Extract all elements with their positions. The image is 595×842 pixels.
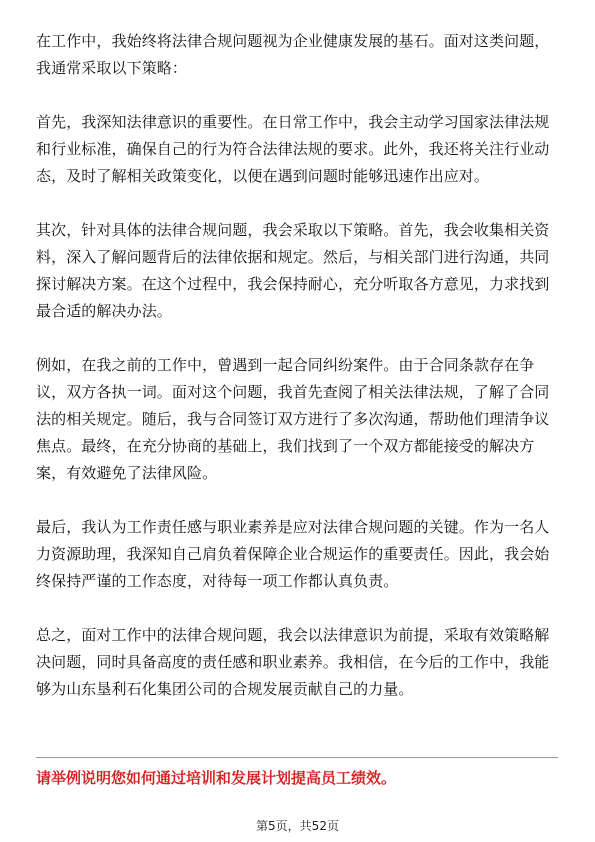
next-question-heading: 请举例说明您如何通过培训和发展计划提高员工绩效。 [36,769,397,787]
answer-paragraph-4: 例如，在我之前的工作中，曾遇到一起合同纠纷案件。由于合同条款存在争议，双方各执一词。面对这个问题，我首先查阅了相关法律法规，了解了合同法的相关规定。随后，我与合同签订双方进行了多次沟通，帮助他们理清争议焦点。最终，在充分协商的基础上，我们找到了一个双方都能接受的解决方案，有效避免了法律风险。 [36,356,550,482]
answer-paragraph-1: 在工作中，我始终将法律合规问题视为企业健康发展的基石。面对这类问题，我通常采取以下策略： [36,32,550,77]
paragraph-spacer [36,595,556,622]
paragraph-spacer [36,190,556,217]
page-number: 第5页，共52页 [256,819,339,833]
section-divider [36,757,558,758]
paragraph-spacer [36,325,556,352]
answer-paragraph-5: 最后，我认为工作责任感与职业素养是应对法律合规问题的关键。作为一名人力资源助理，我深知自己肩负着保障企业合规运作的重要责任。因此，我会始终保持严谨的工作态度，对待每一项工作都认真负责。 [36,518,550,590]
answer-body [36,28,556,703]
paragraph-spacer [36,82,556,109]
answer-paragraph-2: 首先，我深知法律意识的重要性。在日常工作中，我会主动学习国家法律法规和行业标准，确保自己的行为符合法律法规的要求。此外，我还将关注行业动态，及时了解相关政策变化，以便在遇到问题时能够迅速作出应对。 [36,113,550,185]
paragraph-spacer [36,487,556,514]
answer-paragraph-3: 其次，针对具体的法律合规问题，我会采取以下策略。首先，我会收集相关资料，深入了解问题背后的法律依据和规定。然后，与相关部门进行沟通，共同探讨解决方案。在这个过程中，我会保持耐心，充分听取各方意见，力求找到最合适的解决办法。 [36,221,550,320]
answer-paragraph-6: 总之，面对工作中的法律合规问题，我会以法律意识为前提，采取有效策略解决问题，同时具备高度的责任感和职业素养。我相信，在今后的工作中，我能够为山东垦利石化集团公司的合规发展贡献自己的力量。 [36,626,550,698]
